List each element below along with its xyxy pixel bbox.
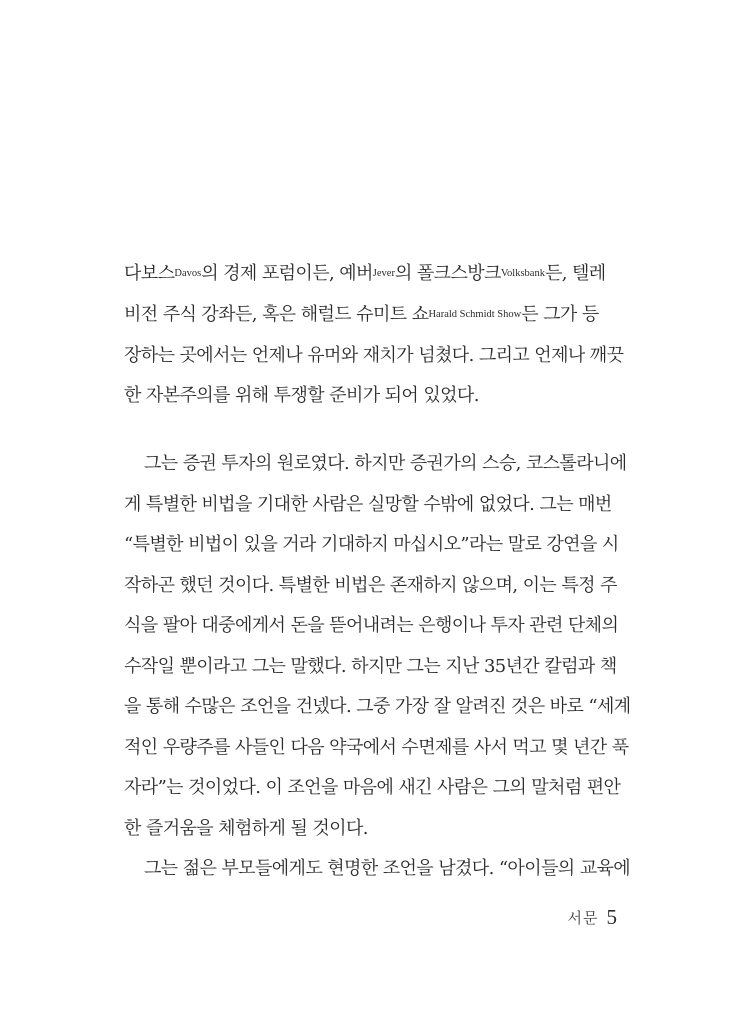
page-number: 5 [606,905,617,929]
text-line: 그는 젊은 부모들에게도 현명한 조언을 남겼다. “아이들의 교육에 [144,858,631,879]
text-line: 적인 우량주를 사들인 다음 약국에서 수면제를 사서 먹고 몇 년간 푹 [124,737,629,758]
text-line: 그는 증권 투자의 원로였다. 하지만 증권가의 스승, 코스톨라니에 [144,453,627,474]
text-line: 한 자본주의를 위해 투쟁할 준비가 되어 있었다. [124,385,479,406]
text-line [124,303,618,327]
text-run: 다보스 [124,263,175,284]
section-title: 서문 [567,909,599,927]
text-run: 든 그가 등 [521,304,599,325]
text-line: 을 통해 수많은 조언을 건넸다. 그중 가장 잘 알려진 것은 바로 “세계 [124,696,631,717]
latin-gloss: Harald Schmidt Show [428,309,522,320]
text-line: “특별한 비법이 있을 거라 기대하지 마십시오”라는 말로 강연을 시 [124,534,619,555]
text-line: 작하곤 했던 것이다. 특별한 비법은 존재하지 않으며, 이는 특정 주 [124,575,617,596]
latin-gloss: Volksbank [500,268,545,279]
text-line: 식을 팔아 대중에게서 돈을 뜯어내려는 은행이나 투자 관련 단체의 [124,615,619,636]
text-run: 든, 텔레 [544,263,606,284]
text-line: 한 즐거움을 체험하게 될 것이다. [124,818,368,839]
text-line: 수작일 뿐이라고 그는 말했다. 하지만 그는 지난 35년간 칼럼과 책 [124,656,617,677]
text-line: 게 특별한 비법을 기대한 사람은 실망할 수밖에 없었다. 그는 매번 [124,494,612,515]
page-footer [568,905,617,930]
latin-gloss: Jever [372,268,395,279]
text-line: 장하는 곳에서는 언제나 유머와 재치가 넘쳤다. 그리고 언제나 깨끗 [124,345,624,366]
text-line [124,262,618,286]
text-line: 자라”는 것이었다. 이 조언을 마음에 새긴 사람은 그의 말처럼 편안 [124,777,621,798]
text-run: 의 폴크스방크 [394,263,501,284]
latin-gloss: Davos [174,268,202,279]
text-run: 비전 주식 강좌든, 혹은 해럴드 슈미트 쇼 [124,304,429,325]
text-run: 의 경제 포럼이든, 예버 [201,263,373,284]
